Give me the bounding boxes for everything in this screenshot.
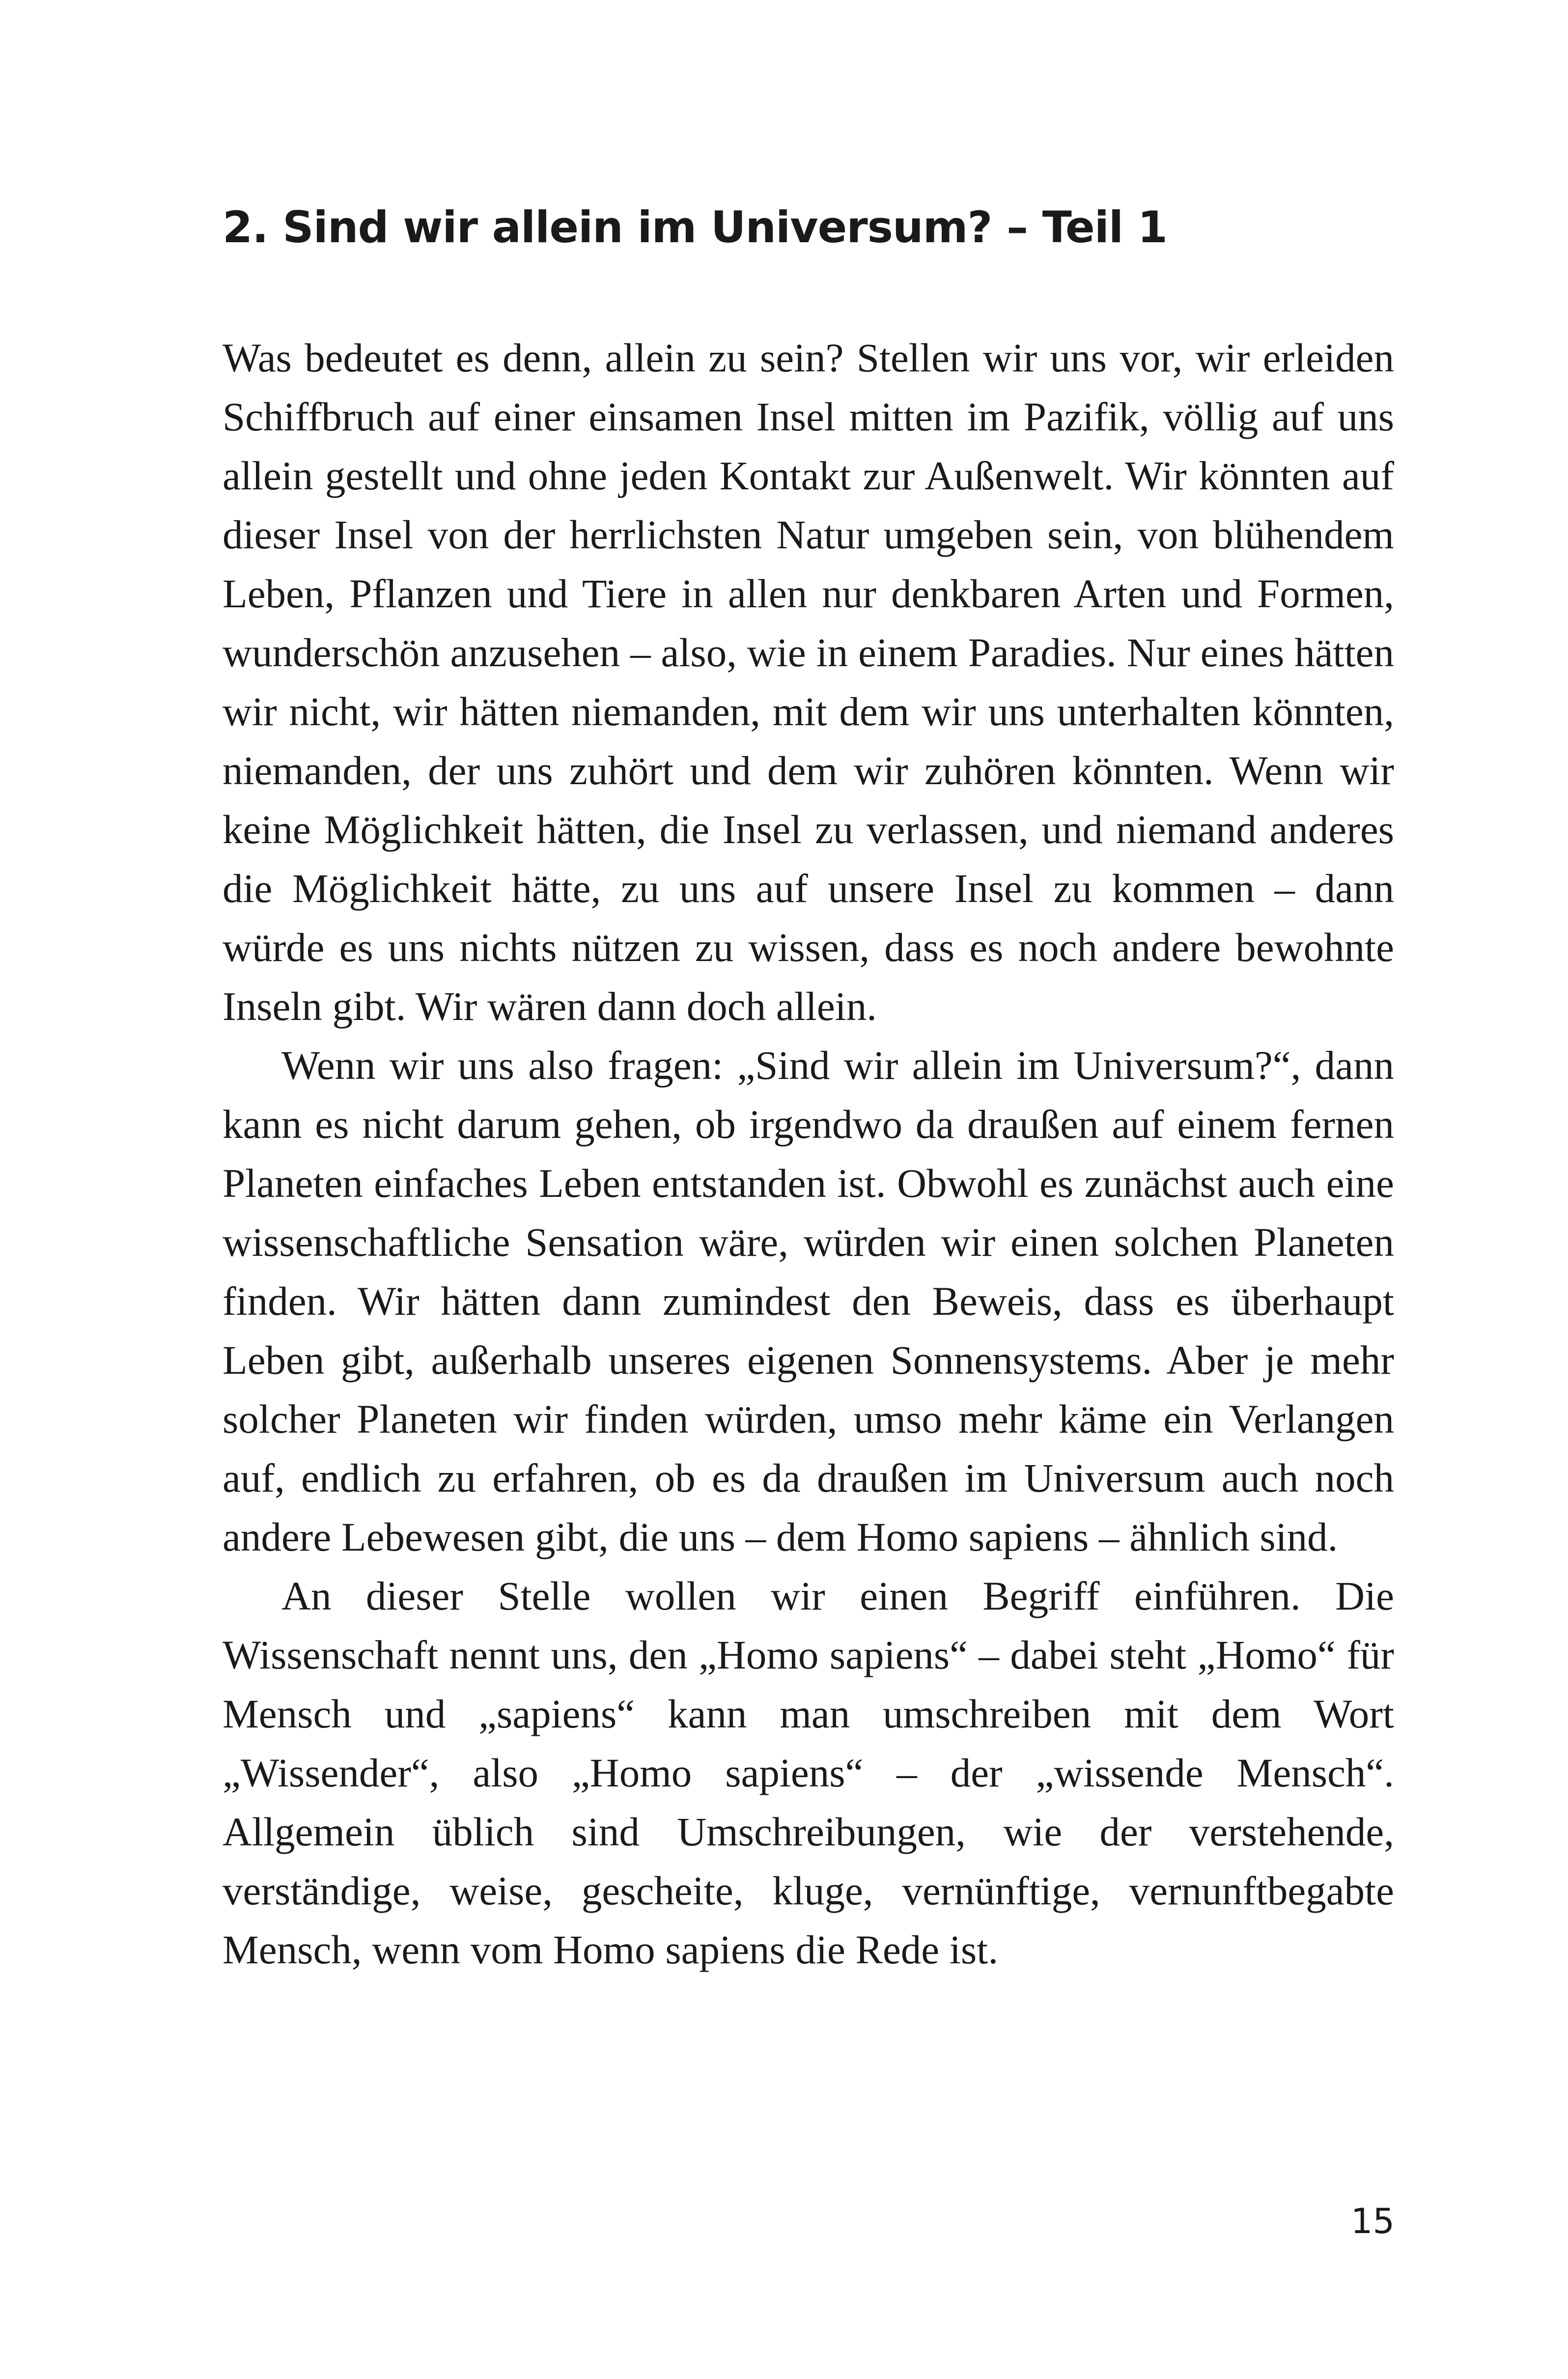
- paragraph-2: Wenn wir uns also fragen: „Sind wir allein im Universum?“, dann kann es nicht darum gehen, ob irgendwo da draußen auf einem fernen Planeten einfaches Leben entstanden ist. Obwohl es zunächst auch eine wissenschaftliche Sensation wäre, würden wir einen solchen Planeten finden. Wir hätten dann zumindest den Beweis, dass es überhaupt Leben gibt, außerhalb unseres eigenen Sonnensystems. Aber je mehr solcher Planeten wir finden würden, umso mehr käme ein Verlangen auf, endlich zu erfahren, ob es da draußen im Universum auch noch andere Lebewesen gibt, die uns – dem Homo sapiens – ähnlich sind.: [223, 1043, 1394, 1559]
- paragraph-3: An dieser Stelle wollen wir einen Begriff einführen. Die Wissenschaft nennt uns, den „Homo sapiens“ – dabei steht „Homo“ für Mensch und „sapiens“ kann man umschreiben mit dem Wort „Wissender“, also „Homo sapiens“ – der „wissende Mensch“. Allgemein üblich sind Umschreibungen, wie der verstehende, verständige, weise, gescheite, kluge, vernünftige, vernunftbegabte Mensch, wenn vom Homo sapiens die Rede ist.: [223, 1573, 1394, 1972]
- paragraph-1: Was bedeutet es denn, allein zu sein? Stellen wir uns vor, wir erleiden Schiffbruch auf einer einsamen Insel mitten im Pazifik, völlig auf uns allein gestellt und ohne jeden Kontakt zur Außenwelt. Wir könnten auf dieser Insel von der herrlichsten Natur umgeben sein, von blühendem Leben, Pflanzen und Tiere in allen nur denkbaren Arten und Formen, wunderschön anzusehen – also, wie in einem Paradies. Nur eines hätten wir nicht, wir hätten niemanden, mit dem wir uns unterhalten könnten, niemanden, der uns zuhört und dem wir zuhören könnten. Wenn wir keine Möglichkeit hätten, die Insel zu verlassen, und niemand anderes die Möglichkeit hätte, zu uns auf unsere Insel zu kommen – dann würde es uns nichts nützen zu wissen, dass es noch andere bewohnte Inseln gibt. Wir wären dann doch allein.: [223, 335, 1394, 1029]
- page-number: 15: [1350, 2201, 1395, 2241]
- chapter-title: 2. Sind wir allein im Universum? – Teil 1: [223, 202, 1167, 253]
- body-text: [223, 328, 1394, 1979]
